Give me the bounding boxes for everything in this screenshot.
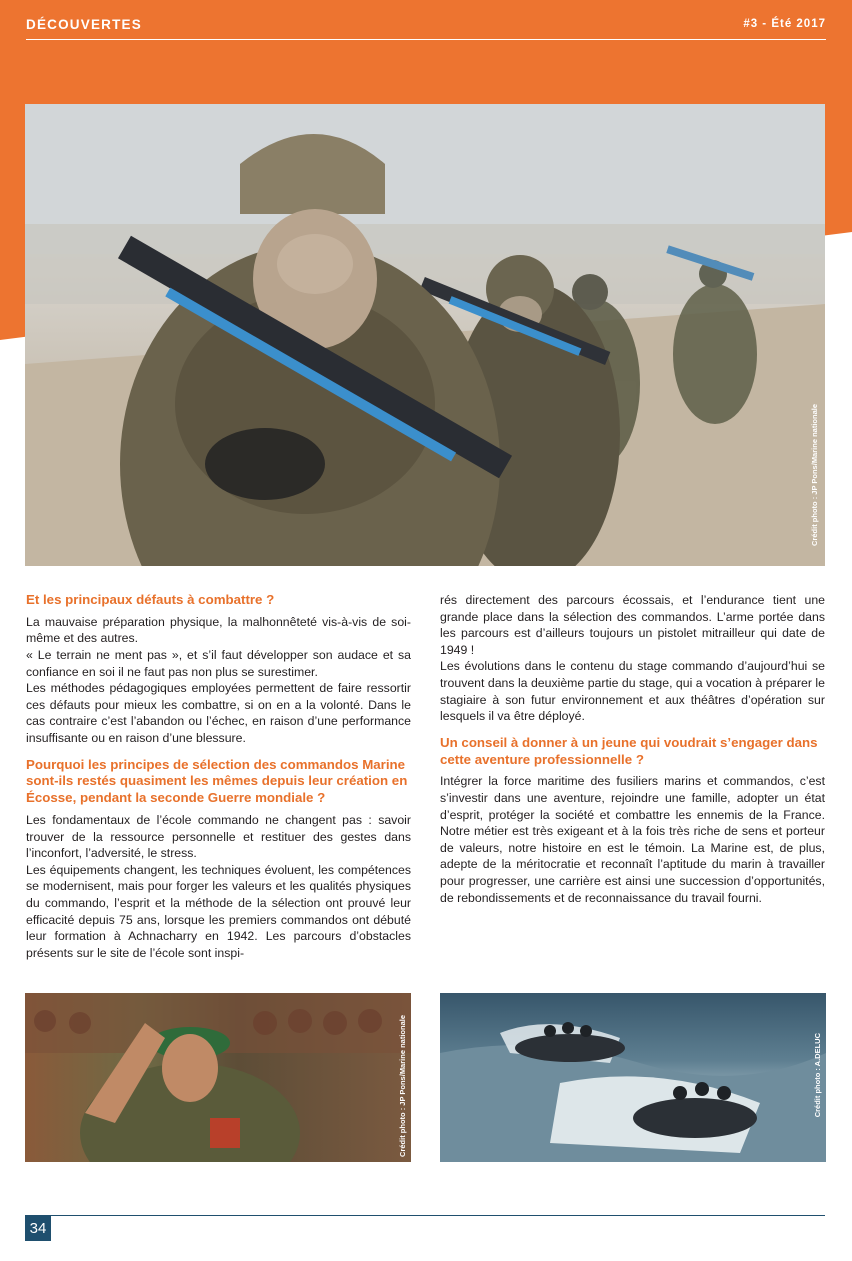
hero-photo-credit: Crédit photo : JP Pons/Marine nationale bbox=[810, 404, 819, 546]
issue-label: #3 - Été 2017 bbox=[743, 18, 826, 30]
photo-right-credit: Crédit photo : A.DELUC bbox=[813, 1033, 822, 1118]
photo-saluting-commando bbox=[25, 993, 411, 1162]
question-heading-2: Pourquoi les principes de sélection des commandos Marine sont-ils restés quasiment les mêmes depuis leur création en Écosse, pendant la seconde Guerre mondiale ? bbox=[26, 756, 408, 806]
left-text-column bbox=[26, 592, 411, 961]
photo-left-credit: Crédit photo : JP Pons/Marine nationale bbox=[398, 1015, 407, 1157]
page-number: 34 bbox=[25, 1216, 51, 1241]
answer-2-paragraph-2: Les équipements changent, les techniques évoluent, les compétences se modernisent, mais pour forger les valeurs et les qualités physiques du commando, l’esprit et la méthode de la sélection ont prouvé leur efficacité depuis 75 ans, lorsque les premiers commandos ont débuté leur formation à Achnacharry en 1942. Les parcours d’obstacles présents sur le site de l’école sont inspi- bbox=[26, 862, 411, 960]
assault-boats-illustration bbox=[440, 993, 826, 1162]
spacer bbox=[26, 747, 411, 757]
continuation-paragraph-1: rés directement des parcours écossais, et l’endurance tient une grande place dans la sélection des commandos. L’arme portée dans les parcours est d’ailleurs toujours un pistolet mitrailleur qui date de 1949 ! bbox=[440, 593, 825, 657]
footer-divider bbox=[25, 1215, 825, 1216]
saluting-commando-illustration bbox=[25, 993, 411, 1162]
answer-1-paragraph-3: Les méthodes pédagogiques employées permettent de faire ressortir ces défauts pour mieux les combattre, si on en a la volonté. Dans le cas contraire c’est l’abandon ou l’échec, en raison d’une performance insuffisante ou en raison d’une blessure. bbox=[26, 681, 411, 745]
hero-photo-illustration bbox=[25, 104, 825, 566]
header-divider bbox=[26, 39, 826, 40]
answer-1-paragraph-1: La mauvaise préparation physique, la malhonnêteté vis-à-vis de soi-même et des autres. bbox=[26, 614, 411, 646]
hero-photo-commandos bbox=[25, 104, 825, 566]
answer-3-paragraph-1: Intégrer la force maritime des fusiliers marins et commandos, c’est s’investir dans une aventure, rejoindre une famille, adopter un état d’esprit, protéger la société et combattre les ennemis de la France. Notre métier est très exigeant et à la fois très riche de sens et porteur de valeurs, notre histoire en est le témoin. La Marine est, de plus, adepte de la méritocratie et reconnaît l’aptitude du marin à travailler pour progresser, une carrière est ainsi une succession d’opportunités, de rebondissements et de reconnaissance du travail fourni. bbox=[440, 774, 825, 905]
question-heading-3: Un conseil à donner à un jeune qui voudrait s’engager dans cette aventure professionnelle ? bbox=[440, 734, 818, 767]
question-heading-1: Et les principaux défauts à combattre ? bbox=[26, 592, 275, 607]
continuation-paragraph-2: Les évolutions dans le contenu du stage commando d’aujourd’hui se trouvent dans la deuxième partie du stage, qui a vocation à préparer le stagiaire à son futur environnement et aux théâtres d’opération sur lesquels il va être déployé. bbox=[440, 659, 825, 724]
photo-assault-boats bbox=[440, 993, 826, 1162]
answer-2-paragraph-1: Les fondamentaux de l’école commando ne changent pas : savoir trouver de la ressource personnelle et restituer des gestes dans l’inconfort, l’adversité, le stress. bbox=[26, 812, 411, 861]
right-text-column bbox=[440, 592, 825, 906]
answer-1-paragraph-2: « Le terrain ne ment pas », et s’il faut développer son audace et sa confiance en soi il ne faut pas non plus se surestimer. bbox=[26, 647, 411, 679]
spacer bbox=[440, 725, 825, 735]
section-title: DÉCOUVERTES bbox=[26, 17, 142, 32]
page-header bbox=[26, 14, 826, 40]
